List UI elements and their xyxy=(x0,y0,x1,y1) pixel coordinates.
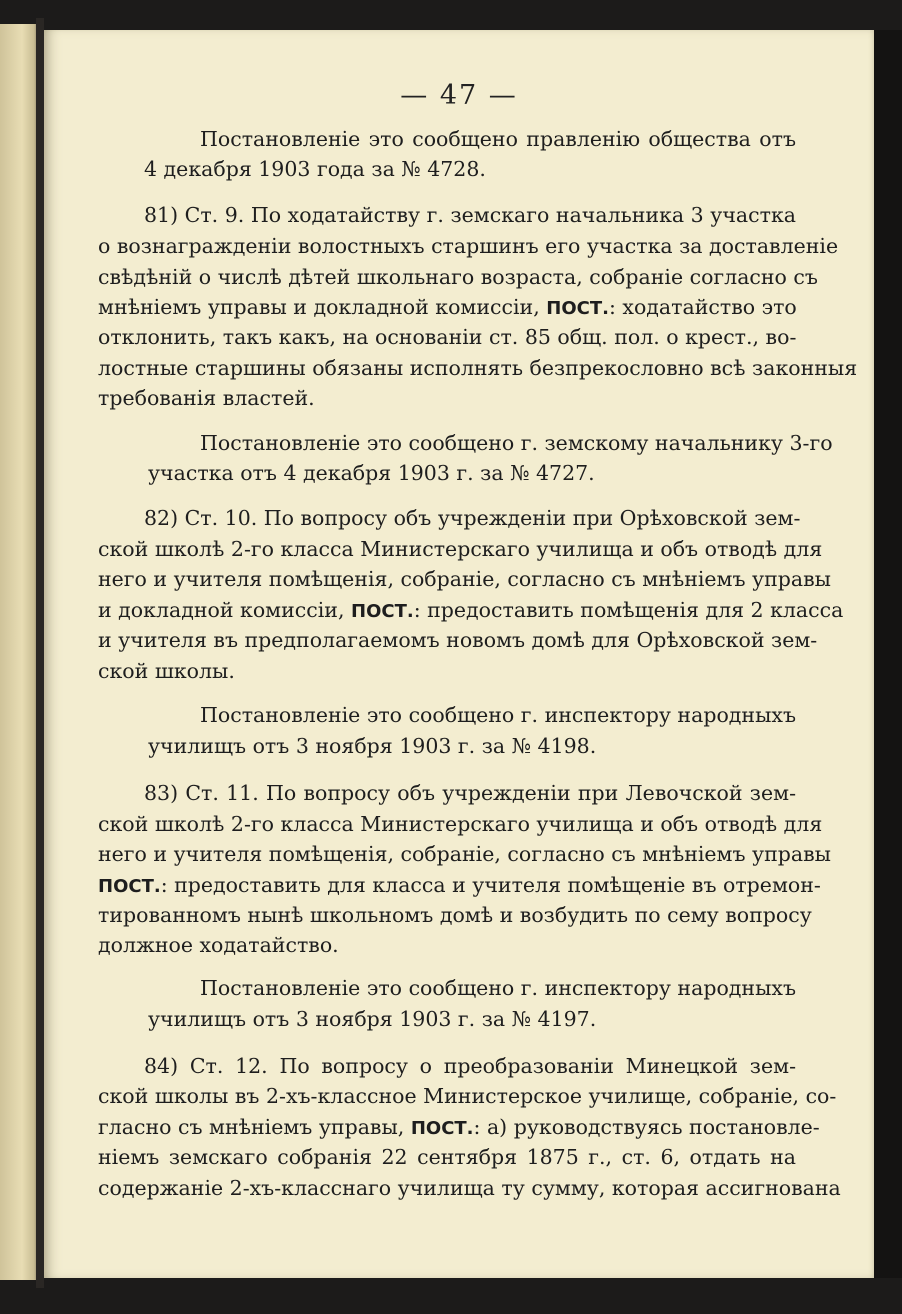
decision-abbreviation: ПОСТ. xyxy=(546,298,609,319)
text-line: мнѣніемъ управы и докладной комиссіи, ПОСТ.: ходатайство это xyxy=(98,295,797,319)
scan-border xyxy=(874,30,902,1278)
text-line: ніемъ земскаго собранія 22 сентября 1875 г., ст. 6, отдать на xyxy=(98,1145,796,1169)
decision-abbreviation: ПОСТ. xyxy=(98,876,161,897)
text-line: содержаніе 2-хъ-класснаго училища ту сумму, которая ассигнована xyxy=(98,1176,841,1200)
text-line: должное ходатайство. xyxy=(98,933,339,957)
text-line: ской школѣ 2-го класса Министерскаго училища и объ отводѣ для xyxy=(98,537,823,561)
text-line: 81) Ст. 9. По ходатайству г. земскаго начальника 3 участка xyxy=(144,203,796,227)
book-page xyxy=(44,30,874,1278)
text-line: ПОСТ.: предоставить для класса и учителя помѣщеніе въ отремон- xyxy=(98,873,821,897)
text-line: отклонить, такъ какъ, на основаніи ст. 85 общ. пол. о крест., во- xyxy=(98,325,797,349)
text-line: лостные старшины обязаны исполнять безпрекословно всѣ законныя xyxy=(98,356,858,380)
facing-page-edge xyxy=(0,24,40,1280)
text-line: Постановленіе это сообщено г. земскому начальнику 3-го xyxy=(200,431,833,455)
text-line: тированномъ нынѣ школьномъ домѣ и возбудить по сему вопросу xyxy=(98,903,812,927)
text-line: 83) Ст. 11. По вопросу объ учрежденіи при Левочской зем- xyxy=(144,781,796,805)
decision-abbreviation: ПОСТ. xyxy=(351,601,414,622)
text-line: ской школы. xyxy=(98,659,235,683)
text-line: него и учителя помѣщенія, собраніе, согласно съ мнѣніемъ управы xyxy=(98,842,831,866)
text-line: Постановленіе это сообщено г. инспектору народныхъ xyxy=(200,703,796,727)
text-line: Постановленіе это сообщено г. инспектору народныхъ xyxy=(200,976,796,1000)
text-line: него и учителя помѣщенія, собраніе, согласно съ мнѣніемъ управы xyxy=(98,567,831,591)
text-line: ской школѣ 2-го класса Министерскаго училища и объ отводѣ для xyxy=(98,812,823,836)
page-number: — 47 — xyxy=(400,80,518,111)
text-line: гласно съ мнѣніемъ управы, ПОСТ.: а) руководствуясь постановле- xyxy=(98,1115,820,1139)
decision-abbreviation: ПОСТ. xyxy=(410,1118,474,1139)
book-gutter xyxy=(36,18,44,1288)
text-line: 4 декабря 1903 года за № 4728. xyxy=(144,157,486,181)
text-line: 82) Ст. 10. По вопросу объ учрежденіи при Орѣховской зем- xyxy=(144,506,801,530)
text-line: училищъ отъ 3 ноября 1903 г. за № 4198. xyxy=(148,734,597,758)
text-line: и учителя въ предполагаемомъ новомъ домѣ для Орѣховской зем- xyxy=(98,628,818,652)
text-line: ской школы въ 2-хъ-классное Министерское училище, собраніе, со- xyxy=(98,1084,837,1108)
text-line: Постановленіе это сообщено правленію общества отъ xyxy=(200,127,796,151)
text-line: свѣдѣній о числѣ дѣтей школьнаго возраста, собраніе согласно съ xyxy=(98,265,818,289)
text-line: участка отъ 4 декабря 1903 г. за № 4727. xyxy=(148,461,595,485)
text-line: о вознагражденіи волостныхъ старшинъ его участка за доставленіе xyxy=(98,234,839,258)
text-line: 84) Ст. 12. По вопросу о преобразованіи Минецкой зем- xyxy=(144,1054,796,1078)
text-line: училищъ отъ 3 ноября 1903 г. за № 4197. xyxy=(148,1007,597,1031)
text-line: требованія властей. xyxy=(98,386,315,410)
text-line: и докладной комиссіи, ПОСТ.: предоставить помѣщенія для 2 класса xyxy=(98,598,844,622)
